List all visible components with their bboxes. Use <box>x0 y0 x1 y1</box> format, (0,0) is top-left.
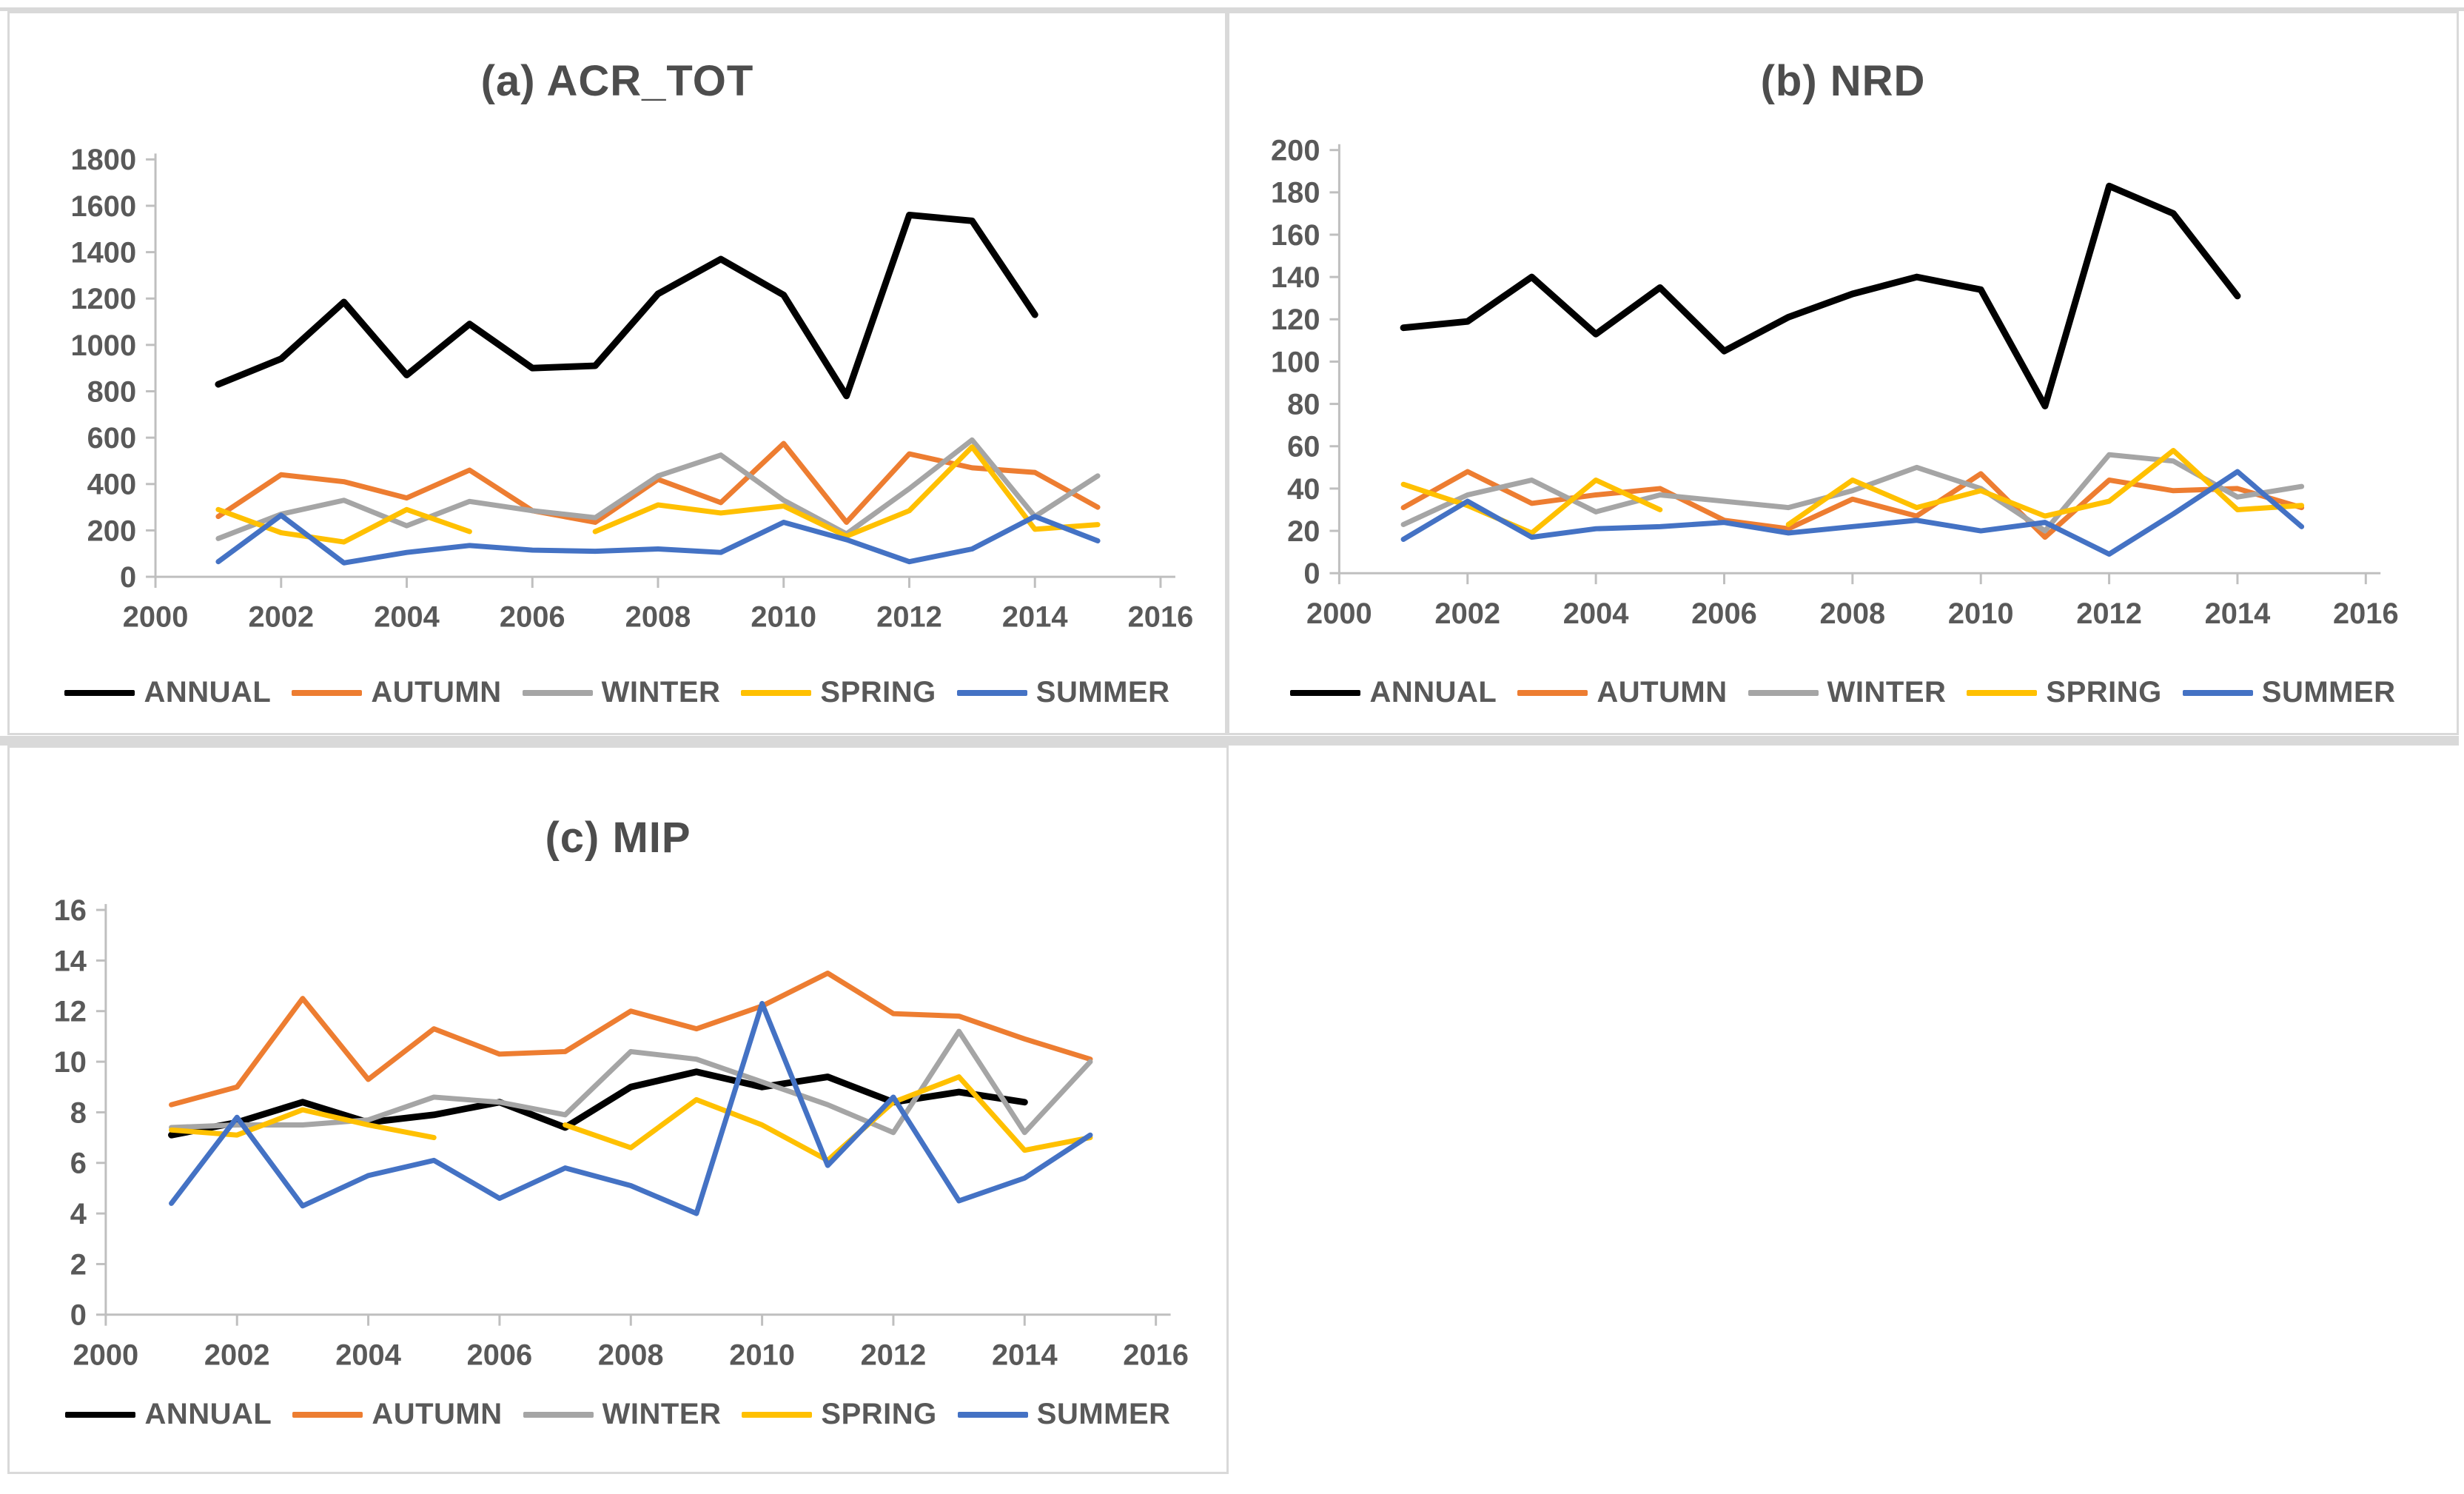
chart-panel-acr-tot <box>7 11 1227 735</box>
legend-item-summer <box>2183 676 2396 709</box>
legend-swatch-spring-line <box>741 690 811 696</box>
legend-item-autumn <box>292 676 501 709</box>
x-tick-label: 2012 <box>2076 597 2142 630</box>
y-tick-label: 120 <box>1270 304 1320 337</box>
x-tick-label: 2006 <box>1691 597 1757 630</box>
legend-acr-tot <box>10 676 1225 709</box>
legend-swatch-annual-line <box>65 1412 135 1418</box>
y-tick-label: 6 <box>70 1147 87 1180</box>
legend-swatch-summer-line <box>2183 690 2253 696</box>
x-tick-label: 2008 <box>1819 597 1886 630</box>
y-tick-label: 1000 <box>70 329 137 362</box>
chart-title-nrd: (b) NRD <box>1760 57 1926 105</box>
y-tick-label: 1800 <box>70 144 137 177</box>
series-line-annual <box>1403 186 2238 406</box>
legend-swatch-annual-line <box>64 690 135 696</box>
x-tick-label: 2016 <box>2332 597 2399 630</box>
y-tick-label: 0 <box>70 1299 87 1332</box>
legend-label: WINTER <box>601 676 721 709</box>
line-chart-mip <box>10 748 1226 1472</box>
x-tick-label: 2000 <box>1306 597 1372 630</box>
legend-label: AUTUMN <box>372 1398 503 1430</box>
legend-label: SUMMER <box>1036 1398 1171 1430</box>
y-tick-label: 0 <box>119 561 137 594</box>
y-tick-label: 10 <box>53 1046 87 1079</box>
x-tick-label: 2014 <box>1001 600 1068 634</box>
legend-item-autumn <box>292 1398 502 1431</box>
x-tick-label: 2016 <box>1123 1339 1189 1372</box>
y-tick-label: 12 <box>53 995 87 1028</box>
x-tick-label: 2010 <box>751 600 817 634</box>
y-tick-label: 1200 <box>70 283 137 316</box>
legend-swatch-summer-line <box>957 690 1027 696</box>
chart-panel-mip <box>7 746 1229 1474</box>
x-tick-label: 2014 <box>991 1339 1058 1372</box>
legend-swatch-autumn-line <box>292 690 362 696</box>
legend-swatch-winter-line <box>523 1412 594 1418</box>
legend-item-summer <box>957 676 1170 709</box>
y-tick-label: 200 <box>87 515 137 548</box>
legend-item-spring <box>742 1398 936 1431</box>
row-divider-band <box>0 736 2459 746</box>
y-tick-label: 20 <box>1287 515 1320 548</box>
x-tick-label: 2010 <box>1947 597 2014 630</box>
series-line-spring <box>565 1077 1090 1161</box>
legend-label: WINTER <box>602 1398 722 1430</box>
legend-label: SPRING <box>821 1398 937 1430</box>
legend-label: AUTUMN <box>1597 676 1728 709</box>
legend-swatch-summer-line <box>958 1412 1028 1418</box>
y-tick-label: 140 <box>1270 261 1320 295</box>
legend-item-winter <box>1748 676 1947 709</box>
x-tick-label: 2006 <box>466 1339 533 1372</box>
x-tick-label: 2012 <box>860 1339 927 1372</box>
y-tick-label: 14 <box>53 945 87 978</box>
y-tick-label: 2 <box>70 1248 87 1282</box>
y-tick-label: 60 <box>1287 430 1320 463</box>
line-chart-acr-tot <box>10 13 1225 733</box>
legend-swatch-autumn-line <box>292 1412 363 1418</box>
legend-swatch-spring-line <box>742 1412 812 1418</box>
legend-label: ANNUAL <box>144 676 272 709</box>
series-line-summer <box>172 1003 1090 1213</box>
x-tick-label: 2002 <box>1434 597 1501 630</box>
legend-nrd <box>1229 676 2457 709</box>
legend-item-annual <box>64 676 271 709</box>
y-tick-label: 4 <box>70 1198 87 1231</box>
x-tick-label: 2004 <box>335 1339 401 1372</box>
y-tick-label: 8 <box>70 1096 87 1130</box>
legend-label: WINTER <box>1827 676 1947 709</box>
legend-item-winter <box>523 676 721 709</box>
legend-swatch-autumn-line <box>1517 690 1588 696</box>
legend-swatch-spring-line <box>1967 690 2037 696</box>
series-line-annual <box>218 215 1035 395</box>
y-tick-label: 40 <box>1287 472 1320 506</box>
x-tick-label: 2008 <box>597 1339 664 1372</box>
x-tick-label: 2004 <box>374 600 440 634</box>
legend-item-annual <box>65 1398 272 1431</box>
y-tick-label: 80 <box>1287 388 1320 421</box>
line-chart-nrd <box>1229 13 2457 733</box>
legend-label: SUMMER <box>2261 676 2396 709</box>
legend-label: SUMMER <box>1035 676 1170 709</box>
legend-label: ANNUAL <box>1369 676 1497 709</box>
chart-panel-nrd <box>1227 11 2459 735</box>
y-tick-label: 16 <box>53 894 87 927</box>
y-tick-label: 800 <box>87 375 137 409</box>
legend-label: ANNUAL <box>144 1398 272 1430</box>
legend-label: AUTUMN <box>371 676 502 709</box>
x-tick-label: 2000 <box>73 1339 139 1372</box>
y-tick-label: 180 <box>1270 176 1320 210</box>
y-tick-label: 600 <box>87 422 137 455</box>
x-tick-label: 2016 <box>1127 600 1194 634</box>
chart-title-acr-tot: (a) ACR_TOT <box>480 57 754 105</box>
legend-item-annual <box>1290 676 1497 709</box>
x-tick-label: 2014 <box>2204 597 2271 630</box>
x-tick-label: 2002 <box>248 600 315 634</box>
x-tick-label: 2002 <box>204 1339 270 1372</box>
x-tick-label: 2012 <box>876 600 942 634</box>
y-tick-label: 1400 <box>70 236 137 269</box>
y-tick-label: 0 <box>1303 557 1320 591</box>
x-tick-label: 2010 <box>729 1339 795 1372</box>
legend-item-summer <box>958 1398 1171 1431</box>
chart-title-mip: (c) MIP <box>545 814 691 862</box>
x-tick-label: 2004 <box>1562 597 1629 630</box>
x-tick-label: 2000 <box>122 600 189 634</box>
y-tick-label: 1600 <box>70 190 137 223</box>
legend-swatch-winter-line <box>1748 690 1819 696</box>
legend-item-autumn <box>1517 676 1727 709</box>
legend-mip <box>10 1398 1226 1431</box>
legend-label: SPRING <box>2046 676 2162 709</box>
y-tick-label: 160 <box>1270 218 1320 252</box>
y-tick-label: 200 <box>1270 134 1320 167</box>
legend-label: SPRING <box>820 676 936 709</box>
y-tick-label: 400 <box>87 468 137 501</box>
legend-swatch-annual-line <box>1290 690 1360 696</box>
x-tick-label: 2006 <box>499 600 565 634</box>
legend-item-spring <box>1967 676 2161 709</box>
legend-item-spring <box>741 676 936 709</box>
legend-item-winter <box>523 1398 722 1431</box>
legend-swatch-winter-line <box>523 690 593 696</box>
x-tick-label: 2008 <box>625 600 691 634</box>
y-tick-label: 100 <box>1270 346 1320 379</box>
